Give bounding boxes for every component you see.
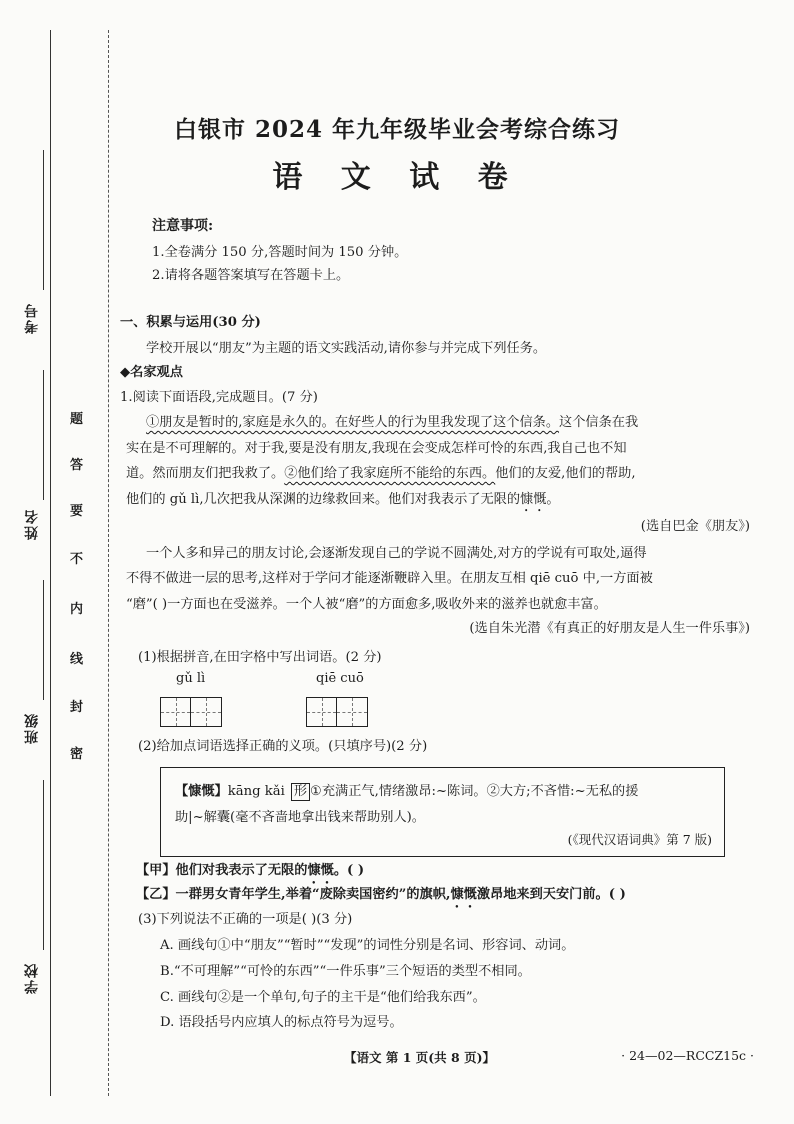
tianzige-cell[interactable] bbox=[161, 698, 191, 726]
option-d: D. 语段括号内应填人的标点符号为逗号。 bbox=[160, 1015, 403, 1030]
passage1-line: ①朋友是暂时的,家庭是永久的。在好些人的行为里我发现了这个信条。这个信条在我 bbox=[146, 415, 639, 430]
tianzige-grid-b[interactable] bbox=[306, 697, 368, 727]
section-heading: 一、积累与运用(30 分) bbox=[120, 315, 261, 330]
example-b: 【乙】一群男女青年学生,举着“废除卖国密约”的旗帜,慷慨激昂地来到天安门前。( ) bbox=[136, 887, 626, 902]
question-1-2: (2)给加点词语选择正确的义项。(只填序号)(2 分) bbox=[138, 739, 428, 754]
tianzige-cell[interactable] bbox=[191, 698, 221, 726]
passage2-line: 一个人多和异己的朋友讨论,会逐渐发现自己的学说不圆满处,对方的学说有可取处,逼得 bbox=[146, 546, 647, 561]
option-c: C. 画线句②是一个单句,句子的主干是“他们给我东西”。 bbox=[160, 990, 486, 1005]
exam-title: 白银市 2024 年九年级毕业会考综合练习 bbox=[173, 116, 621, 143]
section-intro: 学校开展以“朋友”为主题的语文实践活动,请你参与并完成下列任务。 bbox=[146, 341, 547, 356]
binding-char: 要 bbox=[70, 504, 84, 519]
class-label: 班级 bbox=[24, 712, 40, 744]
paper-code: · 24—02—RCCZ15c · bbox=[621, 1048, 754, 1063]
school-label: 学校 bbox=[24, 962, 40, 994]
passage1-line: 实在是不可理解的。对于我,要是没有朋友,我现在会变成怎样可怜的东西,我自己也不知 bbox=[126, 441, 627, 456]
exam-subtitle: 语 文 试 卷 bbox=[272, 160, 522, 195]
name-field[interactable] bbox=[43, 370, 44, 500]
dictionary-line: 助|~解囊(毫不吝啬地拿出钱来帮助别人)。 bbox=[175, 810, 425, 825]
exam-no-label: 考号 bbox=[24, 302, 40, 334]
tianzige-cell[interactable] bbox=[307, 698, 337, 726]
part-of-speech-tag: 形 bbox=[291, 783, 310, 801]
binding-char: 不 bbox=[70, 552, 84, 567]
tianzige-grid-a[interactable] bbox=[160, 697, 222, 727]
pinyin-gu-li: gǔ lì bbox=[176, 671, 206, 686]
passage2-line: 不得不做进一层的思考,这样对于学问才能逐渐鞭辟入里。在朋友互相 qiē cuō 中,一方面被 bbox=[126, 571, 653, 586]
notice-item: 2.请将各题答案填写在答题卡上。 bbox=[152, 268, 350, 283]
binding-char: 题 bbox=[70, 412, 84, 427]
passage1-line: 道。然而朋友们把我救了。②他们给了我家庭所不能给的东西。他们的友爱,他们的帮助, bbox=[126, 466, 636, 481]
school-field[interactable] bbox=[43, 780, 44, 950]
name-label: 姓名 bbox=[24, 508, 40, 540]
underlined-sentence-1: ①朋友是暂时的,家庭是永久的。在好些人的行为里我发现了这个信条。 bbox=[146, 415, 560, 430]
passage1-source: (选自巴金《朋友》) bbox=[640, 519, 750, 534]
passage1-line: 他们的 gǔ lì,几次把我从深渊的边缘救回来。他们对我表示了无限的慷慨。 bbox=[126, 492, 560, 507]
tianzige-cell[interactable] bbox=[337, 698, 367, 726]
notice-heading: 注意事项: bbox=[152, 218, 214, 234]
class-field[interactable] bbox=[43, 580, 44, 700]
binding-char: 线 bbox=[70, 652, 84, 667]
option-a: A. 画线句①中“朋友”“暂时”“发现”的词性分别是名词、形容词、动词。 bbox=[160, 938, 575, 953]
binding-char: 答 bbox=[70, 458, 84, 473]
page-footer: 【语文 第 1 页(共 8 页)】 bbox=[344, 1050, 495, 1065]
question-1: 1.阅读下面语段,完成题目。(7 分) bbox=[120, 390, 318, 405]
notice-item: 1.全卷满分 150 分,答题时间为 150 分钟。 bbox=[152, 245, 408, 260]
binding-char: 密 bbox=[70, 747, 84, 762]
example-a: 【甲】他们对我表示了无限的慷慨。( ) bbox=[136, 863, 365, 878]
pinyin-qie-cuo: qiē cuō bbox=[316, 671, 364, 686]
binding-char: 封 bbox=[70, 700, 84, 715]
underlined-sentence-2: ②他们给了我家庭所不能给的东西。 bbox=[284, 466, 496, 481]
dictionary-source: (《现代汉语词典》第 7 版) bbox=[567, 832, 712, 847]
question-1-1: (1)根据拼音,在田字格中写出词语。(2 分) bbox=[138, 650, 382, 665]
dictionary-entry-box bbox=[160, 767, 725, 857]
sub-heading: ◆名家观点 bbox=[120, 365, 183, 380]
passage2-line: “磨”( )一方面也在受滋养。一个人被“磨”的方面愈多,吸收外来的滋养也就愈丰富。 bbox=[126, 597, 607, 612]
passage2-source: (选自朱光潜《有真正的好朋友是人生一件乐事》) bbox=[469, 621, 750, 636]
binding-char: 内 bbox=[70, 602, 84, 617]
dictionary-line: 【慷慨】kāng kǎi 形 ①充满正气,情绪激昂:~陈词。②大方;不吝惜:~无私的援 bbox=[175, 784, 639, 799]
option-b: B.“不可理解”“可怜的东西”“一件乐事”三个短语的类型不相同。 bbox=[160, 964, 531, 979]
question-1-3: (3)下列说法不正确的一项是( )(3 分) bbox=[138, 912, 353, 927]
